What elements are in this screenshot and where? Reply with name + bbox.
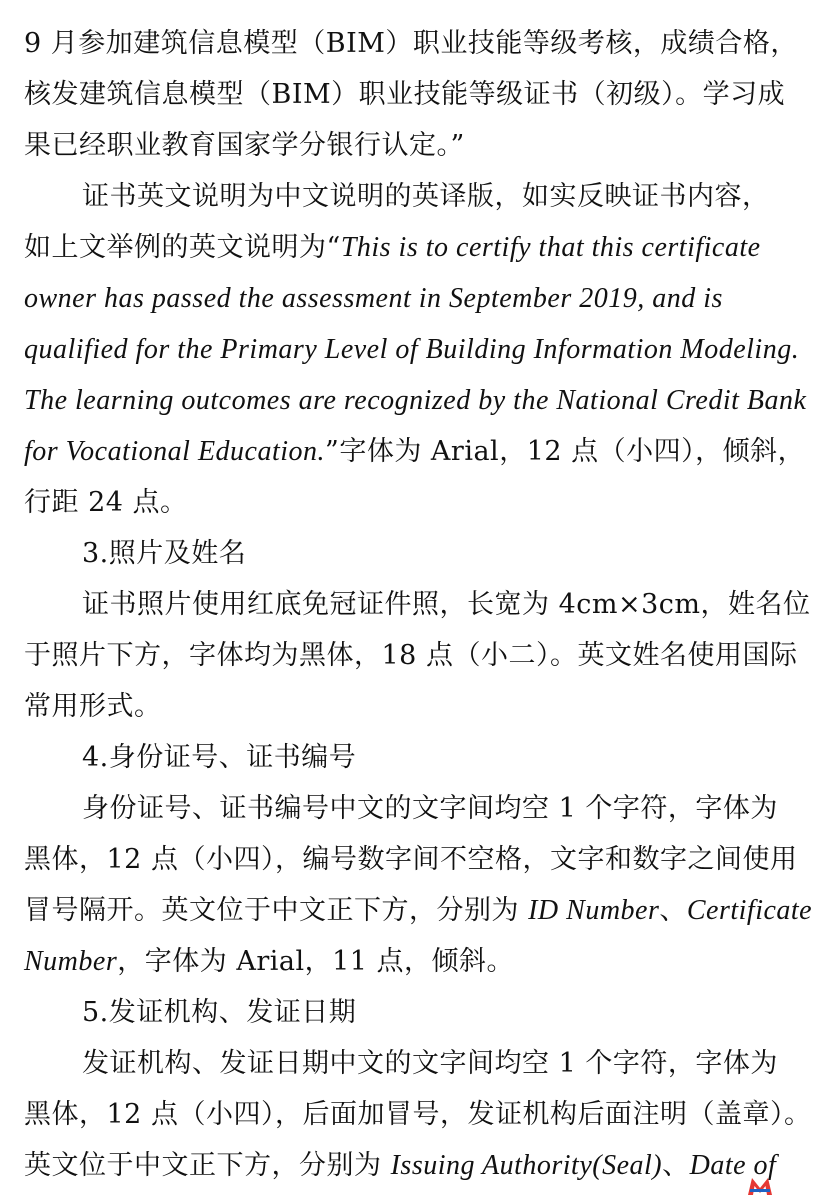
- section-4-line-2: 黑体，12 点（小四），编号数字间不空格，文字和数字之间使用: [24, 844, 798, 875]
- english-note-line-6: [24, 426, 805, 477]
- intro-line-1: 9 月参加建筑信息模型（BIM）职业技能等级考核，成绩合格，: [24, 28, 798, 59]
- section-5-line-3: [24, 1140, 776, 1191]
- section-5-line-3-cn: 英文位于中文正下方，分别为: [24, 1150, 391, 1181]
- intro-line-3: 果已经职业教育国家学分银行认定。”: [24, 130, 465, 161]
- section-4-line-4: [24, 936, 514, 987]
- english-note-line-2-en: This is to certify that this certificate: [340, 232, 761, 263]
- english-note-line-3: owner has passed the assessment in September 2019, and is: [24, 283, 723, 314]
- watermark-logo-icon: [746, 1175, 774, 1197]
- section-5-line-1: 发证机构、发证日期中文的文字间均空 1 个字符，字体为: [82, 1048, 778, 1079]
- section-3-line-1: 证书照片使用红底免冠证件照，长宽为 4cm×3cm，姓名位: [82, 589, 811, 620]
- section-5-line-2: 黑体，12 点（小四），后面加冒号，发证机构后面注明（盖章）。: [24, 1099, 812, 1130]
- section-4-separator: 、: [659, 895, 687, 926]
- english-note-line-4: qualified for the Primary Level of Building Information Modeling.: [24, 334, 800, 365]
- english-note-line-6-en: for Vocational Education.: [24, 436, 326, 467]
- english-note-line-6-tail: ”字体为 Arial，12 点（小四），倾斜，: [325, 436, 806, 467]
- english-note-line-2-cn: 如上文举例的英文说明为“: [24, 232, 341, 263]
- section-3-heading: 3.照片及姓名: [82, 538, 247, 569]
- section-4-certificate: Certificate: [686, 895, 813, 926]
- english-note-line-1: 证书英文说明为中文说明的英译版，如实反映证书内容，: [82, 181, 770, 212]
- section-4-line-3-cn: 冒号隔开。英文位于中文正下方，分别为: [24, 895, 529, 926]
- section-4-line-4-tail: ，字体为 Arial，11 点，倾斜。: [117, 946, 515, 977]
- section-5-separator: 、: [662, 1150, 690, 1181]
- section-3-line-3: 常用形式。: [24, 691, 162, 722]
- section-4-number: Number: [24, 946, 118, 977]
- section-4-line-3: [24, 885, 812, 936]
- english-note-line-5: The learning outcomes are recognized by the National Credit Bank: [24, 385, 807, 416]
- english-note-line-7: 行距 24 点。: [24, 487, 188, 518]
- section-5-date-of: Date of: [689, 1150, 777, 1181]
- intro-line-2: 核发建筑信息模型（BIM）职业技能等级证书（初级）。学习成: [24, 79, 786, 110]
- section-4-id-number: ID Number: [528, 895, 660, 926]
- english-note-line-2: [24, 222, 761, 273]
- section-5-issuing-authority: Issuing Authority(Seal): [390, 1150, 663, 1181]
- section-4-heading: 4.身份证号、证书编号: [82, 742, 357, 773]
- section-5-heading: 5.发证机构、发证日期: [82, 997, 357, 1028]
- section-4-line-1: 身份证号、证书编号中文的文字间均空 1 个字符，字体为: [82, 793, 778, 824]
- section-3-line-2: 于照片下方，字体均为黑体，18 点（小二）。英文姓名使用国际: [24, 640, 798, 671]
